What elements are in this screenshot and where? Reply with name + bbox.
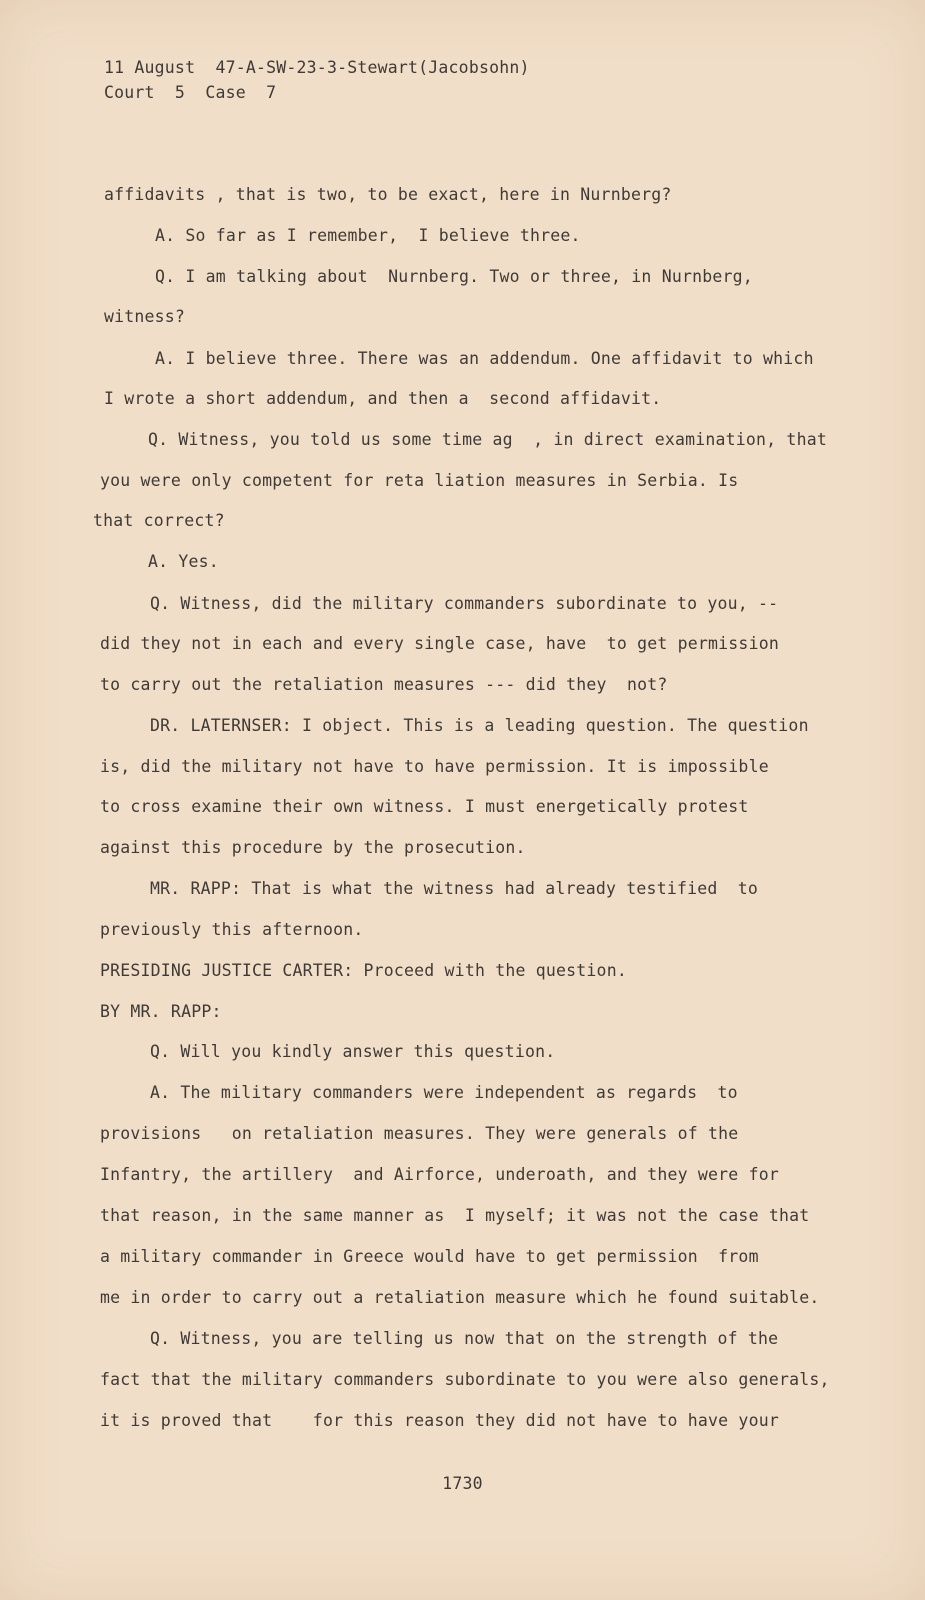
body-line: I wrote a short addendum, and then a second affidavit. (104, 389, 662, 408)
body-line: provisions on retaliation measures. They were generals of the (100, 1124, 739, 1143)
header-line-2: Court 5 Case 7 (104, 83, 277, 102)
body-line: DR. LATERNSER: I object. This is a leading question. The question (150, 716, 809, 735)
body-line: A. I believe three. There was an addendum. One affidavit to which (155, 349, 814, 368)
body-line: previously this afternoon. (100, 920, 364, 939)
body-line: A. The military commanders were independent as regards to (150, 1083, 738, 1102)
body-line: Q. Will you kindly answer this question. (150, 1042, 556, 1061)
body-line: A. Yes. (148, 552, 219, 571)
body-line: Q. I am talking about Nurnberg. Two or three, in Nurnberg, (155, 267, 753, 286)
body-line: PRESIDING JUSTICE CARTER: Proceed with the question. (100, 961, 627, 980)
body-line: witness? (104, 307, 186, 326)
body-line: that reason, in the same manner as I myself; it was not the case that (100, 1206, 810, 1225)
body-line: it is proved that for this reason they did not have to have your (100, 1411, 779, 1430)
body-line: a military commander in Greece would have to get permission from (100, 1247, 759, 1266)
body-line: me in order to carry out a retaliation measure which he found suitable. (100, 1288, 820, 1307)
body-line: you were only competent for reta liation measures in Serbia. Is (100, 471, 739, 490)
body-line: BY MR. RAPP: (100, 1002, 222, 1021)
body-line: Infantry, the artillery and Airforce, underoath, and they were for (100, 1165, 779, 1184)
body-line: Q. Witness, you are telling us now that on the strength of the (150, 1329, 779, 1348)
body-line: A. So far as I remember, I believe three. (155, 226, 581, 245)
body-line: affidavits , that is two, to be exact, here in Nurnberg? (104, 185, 672, 204)
body-line: that correct? (93, 511, 225, 530)
body-line: fact that the military commanders subordinate to you were also generals, (100, 1370, 830, 1389)
body-line: against this procedure by the prosecution. (100, 838, 526, 857)
body-line: did they not in each and every single case, have to get permission (100, 634, 779, 653)
body-line: is, did the military not have to have permission. It is impossible (100, 757, 769, 776)
page-number: 1730 (442, 1474, 483, 1493)
body-line: MR. RAPP: That is what the witness had already testified to (150, 879, 759, 898)
header-line-1: 11 August 47-A-SW-23-3-Stewart(Jacobsohn) (104, 58, 530, 77)
body-line: to carry out the retaliation measures --- did they not? (100, 675, 668, 694)
body-line: Q. Witness, did the military commanders subordinate to you, -- (150, 594, 779, 613)
body-line: Q. Witness, you told us some time ag , in direct examination, that (148, 430, 827, 449)
body-line: to cross examine their own witness. I must energetically protest (100, 797, 749, 816)
